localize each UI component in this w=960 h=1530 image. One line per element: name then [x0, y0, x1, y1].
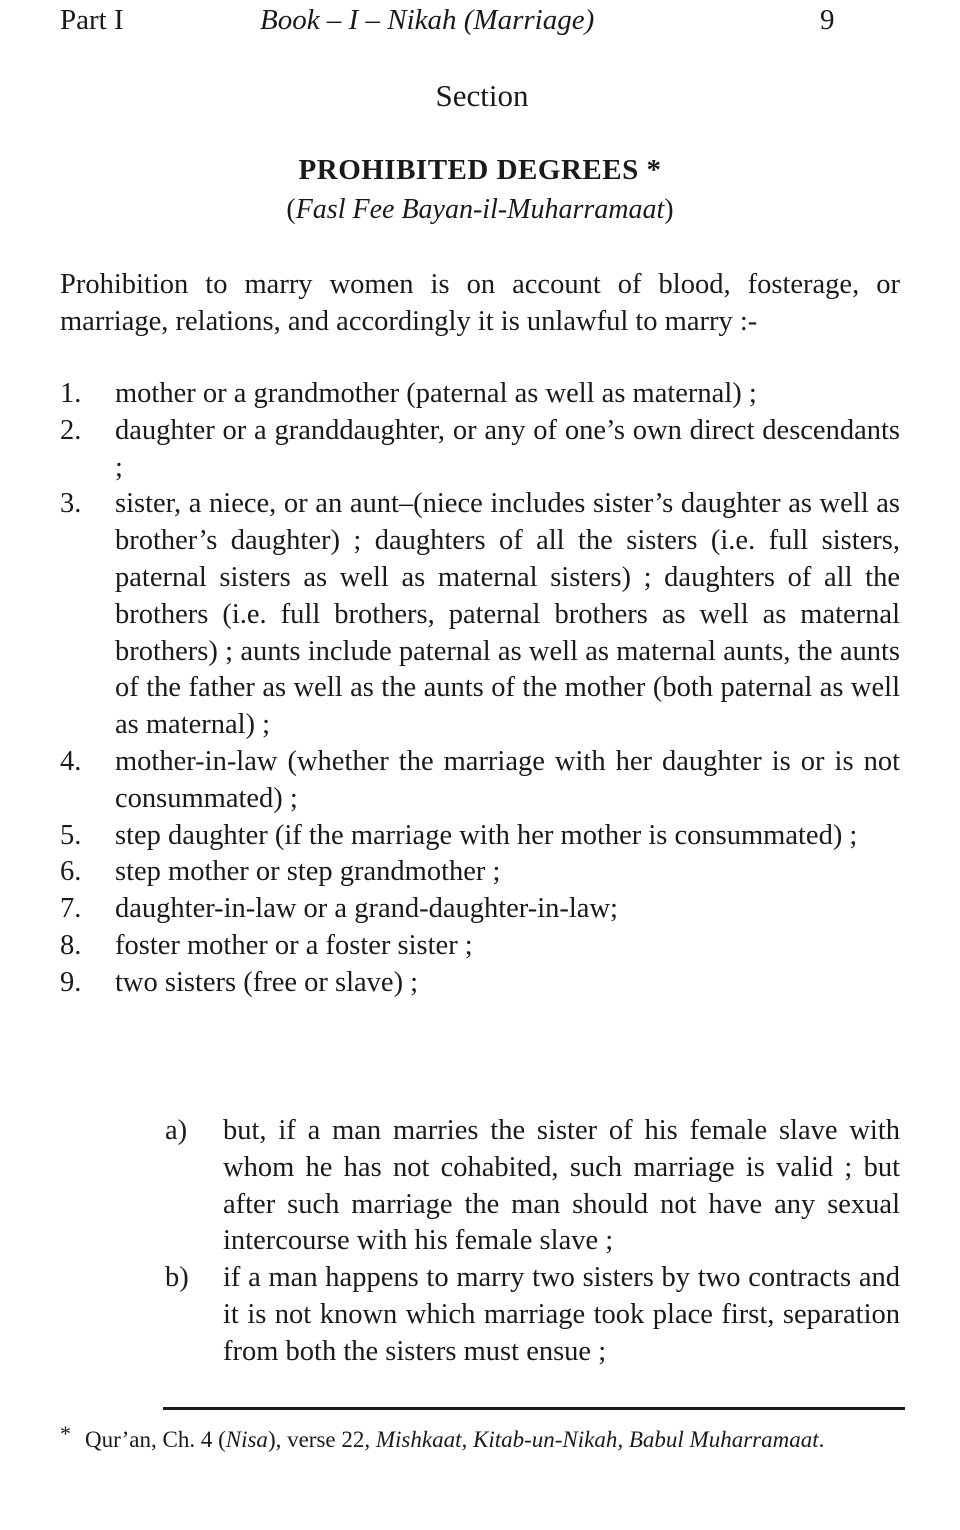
item-text: foster mother or a foster sister ;	[115, 929, 473, 961]
item-number: 4.	[60, 745, 82, 777]
item-text: step mother or step grandmother ;	[115, 856, 501, 888]
section-subtitle	[0, 194, 960, 226]
list-item	[60, 376, 900, 413]
item-number: 3.	[60, 488, 82, 520]
footnote-surah: Nisa	[225, 1427, 268, 1452]
sub-clause-list	[165, 1113, 900, 1371]
item-number: 1.	[60, 378, 82, 409]
sub-clause	[165, 1260, 900, 1370]
footnote	[60, 1418, 900, 1455]
page-number: 9	[820, 4, 835, 36]
sub-clause-text: if a man happens to marry two sisters by two contracts and it is not known which marriage took place first, separation from both the sisters must ensue ;	[223, 1262, 900, 1367]
list-item	[60, 486, 900, 744]
item-text: daughter or a granddaughter, or any of one’s own direct descendants ;	[115, 414, 900, 483]
list-item	[60, 891, 900, 928]
item-text: daughter-in-law or a grand-daughter-in-law;	[115, 893, 618, 925]
list-item	[60, 413, 900, 487]
item-number: 7.	[60, 893, 82, 925]
footnote-reference: Mishkaat, Kitab-un-Nikah, Babul Muharramaat	[375, 1427, 819, 1452]
prohibited-list	[60, 376, 900, 1002]
header-book-title: Book – I – Nikah (Marriage)	[260, 4, 595, 36]
item-number: 5.	[60, 819, 82, 851]
item-number: 6.	[60, 856, 82, 888]
subtitle-close-paren: )	[664, 194, 674, 225]
footnote-divider	[163, 1407, 905, 1410]
section-title: PROHIBITED DEGREES *	[298, 154, 662, 186]
footnote-verse: ), verse 22,	[267, 1427, 376, 1452]
list-item	[60, 928, 900, 965]
sub-clause-letter: a)	[165, 1115, 188, 1146]
item-text: sister, a niece, or an aunt–(niece includes sister’s daughter as well as brother’s daughter) ; daughters of all the sisters (i.e. full sisters, paternal sisters as well as maternal sisters) ; daughters of all the brothers (i.e. full brothers, paternal brothers as well as maternal brothers) ; aunts include paternal as well as maternal aunts, the aunts of the father as well as the aunts of the mother (both paternal as well as maternal) ;	[115, 488, 900, 741]
item-text: step daughter (if the marriage with her mother is consummated) ;	[115, 819, 858, 851]
footnote-end: .	[818, 1427, 825, 1452]
list-item	[60, 854, 900, 891]
list-item	[60, 818, 900, 855]
running-header	[60, 4, 850, 44]
sub-clause-letter: b)	[165, 1262, 189, 1294]
intro-paragraph: Prohibition to marry women is on account of blood, fosterage, or marriage, relations, and accordingly it is unlawful to marry :-	[60, 269, 900, 337]
sub-clause-text: but, if a man marries the sister of his female slave with whom he has not cohabited, such marriage is valid ; but after such marriage the man should not have any sexual intercourse with his female slave ;	[223, 1115, 900, 1257]
list-item	[60, 965, 900, 1002]
header-part: Part I	[60, 4, 124, 36]
subtitle-text: Fasl Fee Bayan-il-Muharramaat	[295, 194, 665, 225]
item-text: mother or a grandmother (paternal as well as maternal) ;	[115, 378, 757, 409]
item-number: 2.	[60, 414, 82, 446]
item-number: 9.	[60, 966, 82, 998]
footnote-source: Qur’an, Ch. 4 (	[85, 1427, 226, 1452]
subtitle-open-paren: (	[286, 194, 296, 225]
section-label: Section	[435, 78, 529, 113]
item-text: mother-in-law (whether the marriage with her daughter is or is not consummated) ;	[115, 745, 900, 814]
item-text: two sisters (free or slave) ;	[115, 966, 419, 998]
footnote-mark: *	[60, 1421, 71, 1446]
list-item	[60, 744, 900, 818]
item-number: 8.	[60, 929, 82, 961]
sub-clause	[165, 1113, 900, 1260]
